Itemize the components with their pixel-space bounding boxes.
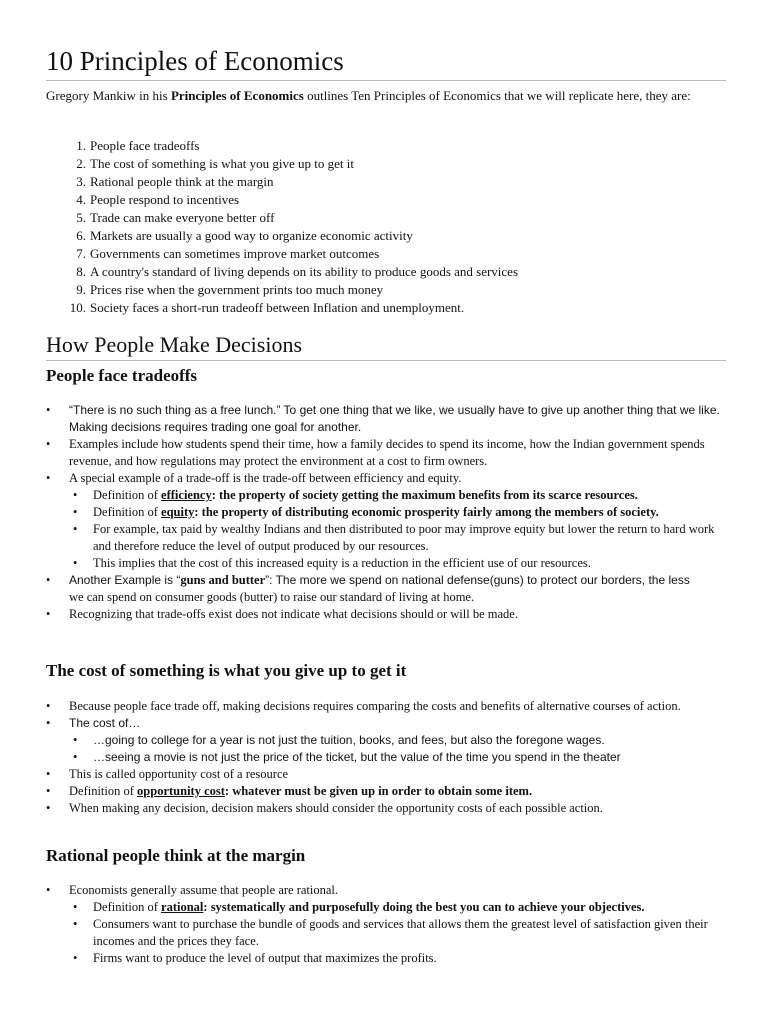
list-item-text: “There is no such thing as a free lunch.” To get one thing that we like, we usually have to give up another thing that we like. Making decisions requires trading one goal for another.	[69, 403, 720, 434]
margin-list	[46, 882, 726, 967]
principle-item	[46, 299, 726, 317]
principle-text: A country's standard of living depends on its ability to produce goods and services	[90, 264, 519, 279]
sub-list	[69, 487, 726, 572]
sub-list-item-text: For example, tax paid by wealthy Indians and then distributed to poor may improve equity but lower the return to hard work and therefore reduce the level of output produced by our resources.	[93, 522, 715, 553]
bullet-icon: •	[73, 951, 78, 965]
principle-item	[46, 209, 726, 227]
principle-number: 5.	[76, 210, 86, 225]
list-item	[46, 882, 726, 967]
sub-list-item	[69, 732, 726, 749]
subsection-heading-tradeoffs: People face tradeoffs	[46, 366, 198, 385]
list-item-text-post: ”: The more we spend on national defense(guns) to protect our borders, the less	[265, 573, 690, 587]
cost-list	[46, 698, 726, 817]
principle-text: People respond to incentives	[90, 192, 240, 207]
list-item-text-cont: we can spend on consumer goods (butter) to raise our standard of living at home.	[69, 590, 475, 604]
definition-text: : the property of society getting the maximum benefits from its scarce resources.	[211, 488, 638, 502]
sub-list-item	[69, 504, 726, 521]
principle-number: 1.	[76, 138, 86, 153]
sub-list	[69, 732, 726, 766]
list-item-bold: guns and butter	[180, 573, 266, 587]
bullet-icon: •	[73, 917, 78, 931]
bullet-icon: •	[46, 784, 51, 798]
bullet-icon: •	[73, 733, 78, 747]
definition-prefix: Definition of	[69, 784, 138, 798]
principle-item	[46, 137, 726, 155]
list-item-text-pre: Another Example is “	[69, 573, 181, 587]
principle-number: 2.	[76, 156, 86, 171]
principle-text: Rational people think at the margin	[90, 174, 274, 189]
principle-item	[46, 227, 726, 245]
bullet-icon: •	[46, 573, 51, 587]
principles-list	[46, 137, 726, 317]
principle-text: Trade can make everyone better off	[90, 210, 275, 225]
sub-list-item	[69, 899, 726, 916]
bullet-icon: •	[46, 716, 51, 730]
definition-term: rational	[161, 900, 204, 914]
page-title: 10 Principles of Economics	[46, 44, 726, 81]
definition-text: : whatever must be given up in order to obtain some item.	[224, 784, 533, 798]
sub-list-item-text: …seeing a movie is not just the price of the ticket, but the value of the time you spend in the theater	[93, 750, 621, 764]
sub-list-item-text: Firms want to produce the level of output that maximizes the profits.	[93, 951, 437, 965]
principle-number: 4.	[76, 192, 86, 207]
list-item-text: Examples include how students spend their time, how a family decides to spend its income, how the Indian government spends revenue, and how regulations may protect the environment at a cost to firm owners.	[69, 437, 705, 468]
list-item	[46, 766, 726, 783]
list-item	[46, 715, 726, 766]
principle-item	[46, 173, 726, 191]
bullet-icon: •	[46, 403, 51, 417]
sub-list-item	[69, 916, 726, 950]
definition-text: : systematically and purposefully doing the best you can to achieve your objectives.	[203, 900, 645, 914]
sub-list-item	[69, 487, 726, 504]
list-item-text: When making any decision, decision makers should consider the opportunity costs of each possible action.	[69, 801, 603, 815]
bullet-icon: •	[46, 883, 51, 897]
list-item	[46, 470, 726, 572]
list-item-text: Because people face trade off, making decisions requires comparing the costs and benefits of alternative courses of action.	[69, 699, 681, 713]
list-item	[46, 436, 726, 470]
intro-text-post: outlines Ten Principles of Economics that we will replicate here, they are:	[303, 88, 691, 103]
principle-number: 3.	[76, 174, 86, 189]
list-item	[46, 698, 726, 715]
list-item	[46, 572, 726, 606]
bullet-icon: •	[46, 607, 51, 621]
bullet-icon: •	[46, 437, 51, 451]
definition-term: equity	[161, 505, 195, 519]
intro-text-pre: Gregory Mankiw in his	[46, 88, 171, 103]
principle-number: 10.	[69, 300, 86, 315]
definition-prefix: Definition of	[93, 900, 162, 914]
tradeoffs-list	[46, 402, 726, 623]
principle-text: People face tradeoffs	[90, 138, 200, 153]
sub-list-item	[69, 521, 726, 555]
definition-term: opportunity cost	[137, 784, 225, 798]
bullet-icon: •	[73, 750, 78, 764]
bullet-icon: •	[73, 488, 78, 502]
list-item-text: Economists generally assume that people are rational.	[69, 883, 339, 897]
principle-item	[46, 155, 726, 173]
list-item-text: The cost of…	[69, 716, 141, 730]
principle-text: Markets are usually a good way to organize economic activity	[90, 228, 413, 243]
bullet-icon: •	[73, 900, 78, 914]
list-item	[46, 800, 726, 817]
bullet-icon: •	[46, 801, 51, 815]
definition-text: : the property of distributing economic prosperity fairly among the members of society.	[194, 505, 659, 519]
principle-item	[46, 245, 726, 263]
list-item-text: This is called opportunity cost of a resource	[69, 767, 289, 781]
principle-item	[46, 191, 726, 209]
principle-text: The cost of something is what you give up to get it	[90, 156, 354, 171]
sub-list-item	[69, 749, 726, 766]
principle-number: 7.	[76, 246, 86, 261]
bullet-icon: •	[73, 505, 78, 519]
sub-list-item-text: …going to college for a year is not just the tuition, books, and fees, but also the foregone wages.	[93, 733, 605, 747]
list-item-text: A special example of a trade-off is the trade-off between efficiency and equity.	[69, 471, 462, 485]
list-item-text: Recognizing that trade-offs exist does not indicate what decisions should or will be made.	[69, 607, 518, 621]
list-item	[46, 783, 726, 800]
principle-number: 6.	[76, 228, 86, 243]
section-heading: How People Make Decisions	[46, 331, 726, 361]
sub-list	[69, 899, 726, 967]
principle-text: Governments can sometimes improve market outcomes	[90, 246, 380, 261]
list-item	[46, 402, 726, 436]
bullet-icon: •	[73, 522, 78, 536]
principle-number: 8.	[76, 264, 86, 279]
bullet-icon: •	[46, 767, 51, 781]
bullet-icon: •	[46, 471, 51, 485]
sub-list-item	[69, 950, 726, 967]
bullet-icon: •	[46, 699, 51, 713]
principle-text: Society faces a short-run tradeoff between Inflation and unemployment.	[90, 300, 465, 315]
sub-list-item-text: Consumers want to purchase the bundle of goods and services that allows them the greatest level of satisfaction given their incomes and the prices they face.	[93, 917, 708, 948]
intro-paragraph	[46, 87, 726, 105]
principle-text: Prices rise when the government prints too much money	[90, 282, 384, 297]
list-item	[46, 606, 726, 623]
sub-list-item-text: This implies that the cost of this increased equity is a reduction in the efficient use of our resources.	[93, 556, 591, 570]
sub-list-item	[69, 555, 726, 572]
book-title: Principles of Economics	[170, 88, 304, 103]
principle-item	[46, 263, 726, 281]
subsection-heading-cost: The cost of something is what you give up to get it	[46, 661, 407, 680]
definition-prefix: Definition of	[93, 488, 162, 502]
subsection-heading-margin: Rational people think at the margin	[46, 846, 306, 865]
principle-item	[46, 281, 726, 299]
bullet-icon: •	[73, 556, 78, 570]
principle-number: 9.	[76, 282, 86, 297]
definition-prefix: Definition of	[93, 505, 162, 519]
definition-term: efficiency	[161, 488, 212, 502]
